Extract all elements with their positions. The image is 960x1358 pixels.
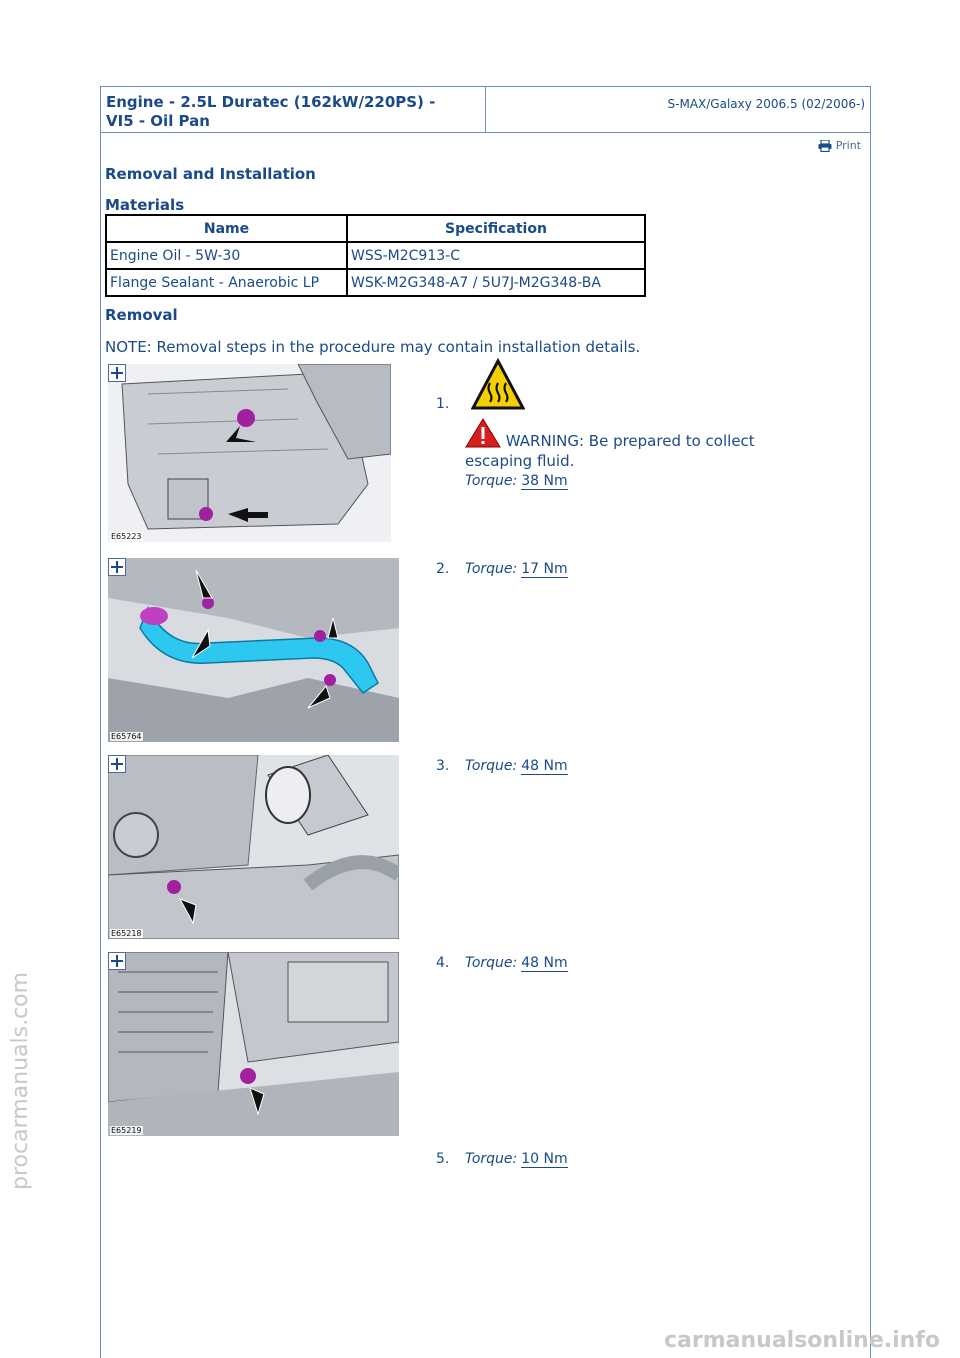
materials-table (105, 214, 646, 297)
torque-spec (465, 1151, 568, 1167)
figure-label: E65218 (111, 929, 142, 938)
zoom-icon[interactable] (108, 364, 126, 382)
torque-spec (465, 473, 568, 489)
engine-illustration (108, 755, 399, 939)
torque-label: Torque: (465, 955, 518, 971)
torque-spec (465, 561, 568, 577)
torque-label: Torque: (465, 561, 518, 577)
engine-illustration (108, 558, 399, 742)
torque-spec (465, 758, 568, 774)
table-row (106, 242, 645, 269)
torque-value[interactable]: 48 Nm (521, 955, 568, 971)
torque-value[interactable]: 48 Nm (521, 758, 568, 774)
document-header (100, 86, 871, 133)
print-button[interactable] (818, 139, 861, 152)
zoom-icon[interactable] (108, 952, 126, 970)
print-label[interactable]: Print (835, 139, 861, 152)
title-line-1: Engine - 2.5L Duratec (162kW/220PS) - (106, 93, 436, 111)
step-4-figure[interactable] (108, 952, 399, 1136)
warning-text-line-2: escaping fluid. (465, 452, 575, 470)
torque-spec (465, 955, 568, 971)
removal-note: NOTE: Removal steps in the procedure may contain installation details. (105, 338, 641, 356)
torque-value[interactable]: 17 Nm (521, 561, 568, 577)
figure-label: E65219 (111, 1126, 142, 1135)
warning-triangle-icon (465, 418, 501, 448)
document-title (101, 87, 486, 132)
zoom-icon[interactable] (108, 558, 126, 576)
torque-value[interactable]: 38 Nm (521, 473, 568, 489)
figure-label: E65764 (111, 732, 142, 741)
removal-heading: Removal (105, 306, 178, 324)
hot-surface-warning-icon (471, 358, 525, 412)
footer-watermark: carmanualsonline.info (664, 1328, 940, 1353)
table-cell: Flange Sealant - Anaerobic LP (106, 269, 347, 296)
step-number: 4. (436, 955, 450, 971)
section-title: Removal and Installation (105, 165, 316, 183)
engine-illustration (108, 952, 399, 1136)
column-header-name: Name (106, 215, 347, 242)
step-number: 3. (436, 758, 450, 774)
side-watermark: procarmanuals.com (8, 971, 33, 1190)
table-cell: WSS-M2C913-C (347, 242, 645, 269)
materials-heading: Materials (105, 196, 185, 214)
torque-label: Torque: (465, 1151, 518, 1167)
step-1-figure[interactable] (108, 364, 391, 542)
torque-value[interactable]: 10 Nm (521, 1151, 568, 1167)
step-number: 1. (436, 396, 450, 412)
torque-label: Torque: (465, 758, 518, 774)
warning-block (465, 418, 795, 471)
engine-illustration (108, 364, 391, 542)
table-cell: Engine Oil - 5W-30 (106, 242, 347, 269)
table-header-row (106, 215, 645, 242)
table-row (106, 269, 645, 296)
torque-label: Torque: (465, 473, 518, 489)
step-number: 5. (436, 1151, 450, 1167)
step-2-figure[interactable] (108, 558, 399, 742)
model-label: S-MAX/Galaxy 2006.5 (02/2006-) (667, 97, 865, 111)
printer-icon (818, 140, 832, 152)
step-3-figure[interactable] (108, 755, 399, 939)
warning-text-line-1: WARNING: Be prepared to collect (505, 432, 755, 450)
zoom-icon[interactable] (108, 755, 126, 773)
figure-label: E65223 (111, 532, 142, 541)
step-number: 2. (436, 561, 450, 577)
title-line-2: VI5 - Oil Pan (106, 112, 210, 130)
table-cell: WSK-M2G348-A7 / 5U7J-M2G348-BA (347, 269, 645, 296)
column-header-specification: Specification (347, 215, 645, 242)
